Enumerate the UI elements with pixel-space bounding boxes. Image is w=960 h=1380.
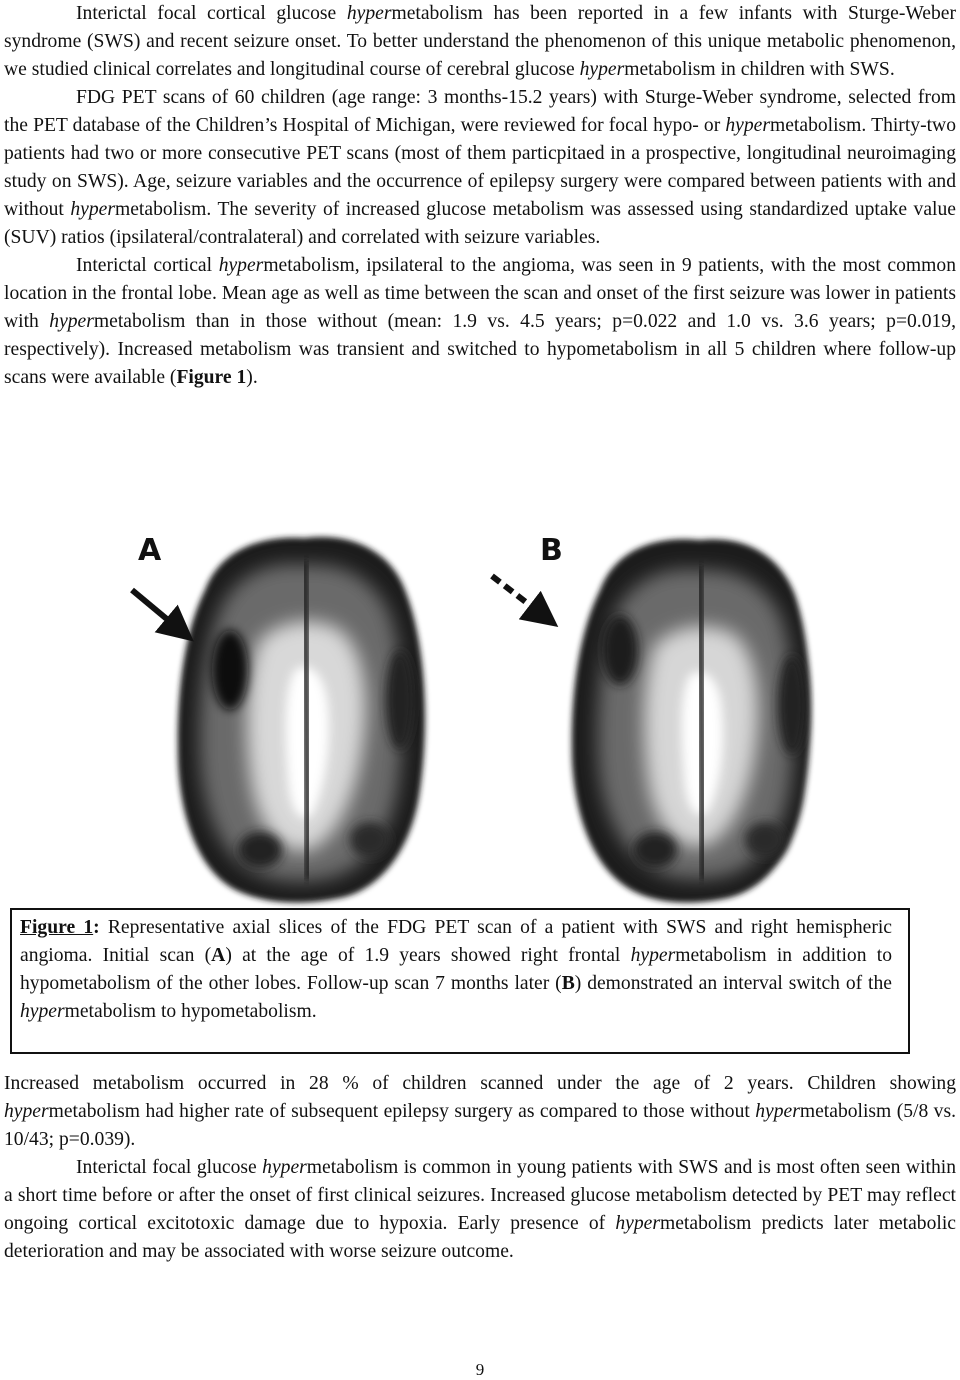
text-run: Interictal focal cortical glucose: [76, 3, 347, 24]
italic-run: hyper: [755, 1101, 800, 1122]
text-run: metabolism in children with SWS.: [624, 59, 895, 80]
text-run: metabolism has been reported in a few infants with Sturge-Weber syndrome (SWS) and recent seizure onset. To better understand the phenomenon of this unique metabolic phenomenon, we studied clinical correlates and longitudinal course of cerebral glucose: [4, 3, 956, 80]
figure-caption-box: [10, 908, 910, 1054]
italic-run: hyper: [262, 1157, 307, 1178]
text-run: metabolism than in those without (mean: 1.9 vs. 4.5 years; p=0.022 and 1.0 vs. 3.6 years; p=0.019, respectively). Increased metabolism was transient and switched to hypometabolism in all 5 children where follow-up scans were available (: [4, 311, 956, 388]
text-run: metabolism. Thirty-two patients had two or more consecutive PET scans (most of them particpitaed in a prospective, longitudinal neuroimaging study on SWS). Age, seizure variables and the occurrence of epilepsy surgery were compared between patients with and without: [4, 115, 956, 220]
italic-run: hyper: [579, 59, 625, 80]
text-run: Interictal cortical: [76, 255, 219, 276]
figure-reference: Figure 1: [176, 367, 247, 388]
caption-text: Representative axial slices of the FDG PET scan of a patient with SWS and right hemispheric angioma. Initial scan (: [20, 917, 892, 966]
text-run: metabolism. The severity of increased glucose metabolism was assessed using standardized uptake value (SUV) ratios (ipsilateral/contralateral) and correlated with seizure variables.: [4, 199, 956, 248]
paragraph-methods: [4, 84, 956, 252]
pet-scan-figure: [100, 520, 870, 908]
caption-text: ) at the age of 1.9 years showed right frontal: [225, 945, 631, 966]
text-run: metabolism predicts later metabolic deterioration and may be associated with worse seizure outcome.: [4, 1213, 956, 1262]
dashed-arrow-icon: [492, 576, 544, 616]
panel-a-label: A: [138, 533, 162, 568]
paragraph-introduction: [4, 0, 956, 84]
solid-arrow-icon: [132, 590, 180, 630]
bottom-text-block: [4, 1070, 956, 1266]
text-run: metabolism (5/8 vs. 10/43; p=0.039).: [4, 1101, 957, 1150]
italic-run: hyper: [615, 1213, 660, 1234]
text-run: Interictal focal glucose: [76, 1157, 263, 1178]
text-run: metabolism, ipsilateral to the angioma, was seen in 9 patients, with the most common location in the frontal lobe. Mean age as well as time between the scan and onset of the first seizure was lower in patients with: [4, 255, 956, 332]
brain-scan-a: [178, 537, 425, 903]
italic-run: hyper: [70, 199, 115, 220]
caption-text: ) demonstrated an interval switch of the: [574, 973, 892, 994]
text-run: ).: [246, 367, 258, 388]
italic-run: hyper: [346, 3, 392, 24]
panel-b-label: B: [540, 533, 563, 568]
italic-run: hyper: [725, 115, 770, 136]
text-run: Increased metabolism occurred in 28 % of children scanned under the age of 2 years. Children showing: [4, 1073, 956, 1094]
caption-colon: :: [93, 917, 100, 938]
text-run: FDG PET scans of 60 children (age range: 3 months-15.2 years) with Sturge-Weber syndrome, selected from the PET database of the Children’s Hospital of Michigan, were reviewed for focal hypo- or: [4, 87, 956, 136]
caption-bold: A: [211, 945, 226, 966]
page-number: 9: [475, 1360, 485, 1379]
italic-run: hyper: [218, 255, 264, 276]
caption-text: metabolism to hypometabolism.: [64, 1001, 317, 1022]
caption-label: Figure 1: [20, 917, 94, 938]
italic-run: hyper: [4, 1101, 49, 1122]
paragraph-results: [4, 252, 956, 392]
text-run: metabolism had higher rate of subsequent epilepsy surgery as compared to those without: [48, 1101, 756, 1122]
caption-text: metabolism in addition to hypometabolism of the other lobes. Follow-up scan 7 months later (: [20, 945, 892, 994]
text-run: metabolism is common in young patients with SWS and is most often seen within a short time before or after the onset of first clinical seizures. Increased glucose metabolism detected by PET may reflect ongoing cortical excitotoxic damage due to hypoxia. Early presence of: [4, 1157, 956, 1234]
paragraph-conclusion: [4, 1154, 956, 1266]
top-text-block: [4, 0, 956, 392]
caption-italic: hyper: [20, 1001, 65, 1022]
caption-italic: hyper: [630, 945, 676, 966]
brain-scan-b: [572, 539, 811, 903]
italic-run: hyper: [49, 311, 94, 332]
paragraph-outcome: [4, 1070, 956, 1154]
caption-bold: B: [561, 973, 575, 994]
